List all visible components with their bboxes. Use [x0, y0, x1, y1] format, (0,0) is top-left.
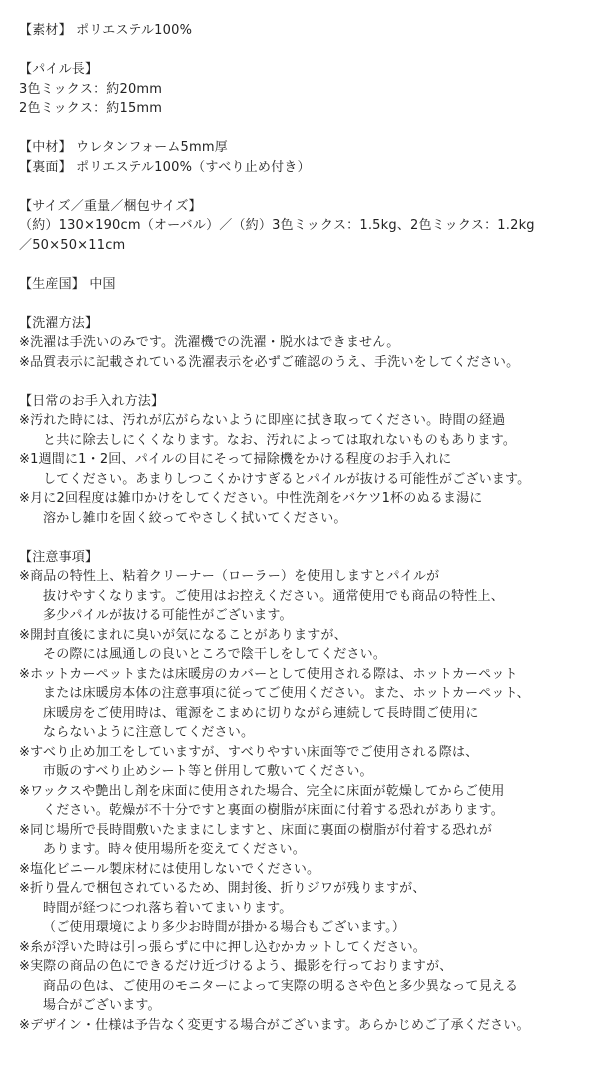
- section-gap: [19, 177, 600, 197]
- text-line: ／50×50×11cm: [19, 237, 126, 253]
- text-line: 床暖房をご使用時は、電源をこまめに切りながら連続して長時間ご使用に: [43, 705, 479, 721]
- section-gap: [19, 255, 600, 275]
- text-line: ※ホットカーペットまたは床暖房のカバーとして使用される際は、ホットカーペット: [19, 666, 518, 682]
- text-line: その際には風通しの良いところで陰干しをしてください。: [43, 647, 387, 662]
- section-gap: [19, 41, 600, 61]
- text-line: 溶かし雑巾を固く絞ってやさしく拭いてください。: [43, 510, 347, 526]
- section-gap: [19, 372, 600, 392]
- text-line: ※1週間に1・2回、パイルの目にそって掃除機をかける程度のお手入れに: [19, 452, 452, 467]
- section-heading: 【素材】 ポリエステル100%: [19, 23, 193, 38]
- text-line: あります。時々使用場所を変えてください。: [43, 842, 306, 857]
- text-line: ※デザイン・仕様は予告なく変更する場合がございます。あらかじめご了承ください。: [19, 1017, 530, 1033]
- section-notes: [19, 548, 600, 1036]
- text-line: 3色ミックス：約20mm: [19, 81, 163, 97]
- text-line: ください。乾燥が不十分ですと裏面の樹脂が床面に付着する恐れがあります。: [43, 803, 504, 818]
- section-gap: [19, 528, 600, 548]
- text-line: ※すべり止め加工をしていますが、すべりやすい床面等でご使用される際は、: [19, 744, 479, 760]
- text-line: ※商品の特性上、粘着クリーナー（ローラー）を使用しますとパイルが: [19, 569, 440, 584]
- spec-content: [19, 21, 600, 1035]
- text-line: ならないように注意してください。: [43, 725, 255, 740]
- text-line: ※折り畳んで梱包されているため、開封後、折りジワが残りますが、: [19, 881, 426, 896]
- section-washing: [19, 314, 600, 373]
- text-line: と共に除去しにくくなります。なお、汚れによっては取れないものもあります。: [43, 432, 517, 448]
- text-line: してください。あまりしつこくかけすぎるとパイルが抜ける可能性がございます。: [43, 471, 531, 487]
- text-line: または床暖房本体の注意事項に従ってご使用ください。また、ホットカーペット、: [43, 686, 530, 701]
- section-heading: 【パイル長】: [19, 62, 99, 77]
- section-gap: [19, 119, 600, 139]
- text-line: 商品の色は、ご使用のモニターによって実際の明るさや色と多少異なって見える: [43, 978, 519, 994]
- text-line: ※実際の商品の色にできるだけ近づけるよう、撮影を行っておりますが、: [19, 959, 453, 974]
- text-line: 市販のすべり止めシート等と併用して敷いてください。: [43, 764, 373, 779]
- text-line: ※開封直後にまれに臭いが気になることがありますが、: [19, 627, 347, 643]
- text-line: （ご使用環境により多少お時間が掛かる場合もございます。）: [43, 920, 406, 935]
- section-core-back: [19, 138, 600, 177]
- section-care: [19, 392, 600, 529]
- section-heading: 【洗濯方法】: [19, 315, 99, 331]
- section-heading: 【サイズ／重量／梱包サイズ】: [19, 198, 202, 214]
- text-line: 2色ミックス：約15mm: [19, 101, 163, 116]
- text-line: ※ワックスや艶出し剤を床面に使用された場合、完全に床面が乾燥してからご使用: [19, 783, 505, 799]
- text-line: ※塩化ビニール製床材には使用しないでください。: [19, 861, 321, 877]
- text-line: （約）130×190cm（オーバル）／（約）3色ミックス：1.5kg、2色ミックス：1.2kg: [19, 218, 535, 233]
- section-heading: 【日常のお手入れ方法】: [19, 393, 165, 409]
- text-line: 抜けやすくなります。ご使用はお控えください。通常使用でも商品の特性上、: [43, 588, 504, 604]
- section-gap: [19, 294, 600, 314]
- text-line: ※同じ場所で長時間敷いたままにしますと、床面に裏面の樹脂が付着する恐れが: [19, 822, 493, 838]
- text-line: ※洗濯は手洗いのみです。洗濯機での洗濯・脱水はできません。: [19, 335, 400, 350]
- section-material: [19, 21, 600, 41]
- text-line: 場合がございます。: [43, 998, 161, 1013]
- section-origin: [19, 275, 600, 295]
- section-pile: [19, 60, 600, 119]
- text-line: 【裏面】 ポリエステル100%（すべり止め付き）: [19, 159, 311, 175]
- text-line: ※汚れた時には、汚れが広がらないように即座に拭き取ってください。時間の経過: [19, 413, 506, 428]
- text-line: ※品質表示に記載されている洗濯表示を必ずご確認のうえ、手洗いをしてください。: [19, 354, 520, 370]
- section-heading: 【生産国】 中国: [19, 276, 116, 292]
- text-line: 時間が経つにつれ落ち着いてまいります。: [43, 900, 293, 916]
- text-line: ※糸が浮いた時は引っ張らずに中に押し込むかカットしてください。: [19, 939, 426, 955]
- section-heading: 【注意事項】: [19, 549, 99, 565]
- text-line: 多少パイルが抜ける可能性がございます。: [43, 608, 293, 623]
- text-line: ※月に2回程度は雑巾かけをしてください。中性洗剤をバケツ1杯のぬるま湯に: [19, 491, 483, 506]
- section-heading: 【中材】 ウレタンフォーム5mm厚: [19, 140, 228, 155]
- section-size: [19, 197, 600, 256]
